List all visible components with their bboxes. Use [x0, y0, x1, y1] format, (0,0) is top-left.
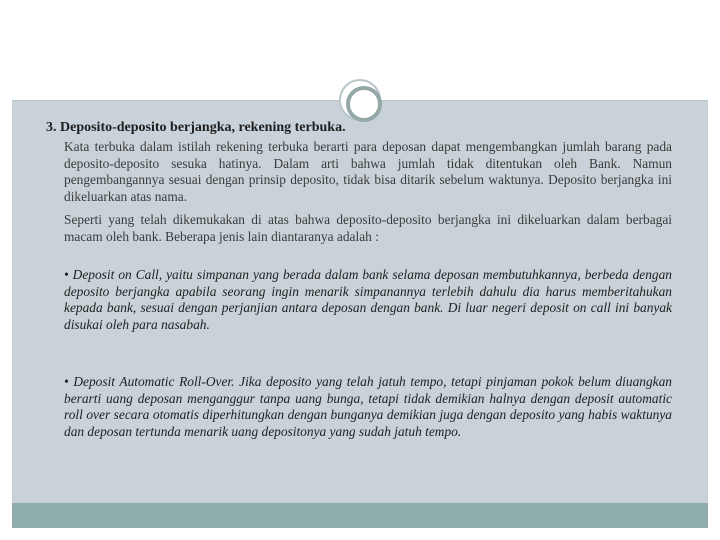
paragraph-open-account: Kata terbuka dalam istilah rekening terbuka berarti para deposan dapat mengembangkan jumlah barang pada deposito-deposito sesuka hatinya. Dalam arti bahwa jumlah tidak ditentukan oleh Bank. Namun pengembangannya sesuai dengan prinsip deposito, tidak bisa ditarik sebelum waktunya. Deposito berjangka ini dikeluarkan atas nama.	[64, 139, 672, 204]
circle-ornament-icon	[339, 79, 381, 121]
paragraph-other-types: Seperti yang telah dikemukakan di atas bahwa deposito-deposito berjangka ini dikeluarkan dalam berbagai macam oleh bank. Beberapa jenis lain diantaranya adalah :	[64, 212, 672, 244]
bullet-automatic-roll-over: • Deposit Automatic Roll-Over. Jika deposito yang telah jatuh tempo, tetapi pinjaman pokok belum diuangkan berarti uang deposan menganggur tanpa uang bunga, tetapi tidak demikian halnya dengan deposit automatic roll over secara otomatis diperhitungkan dengan bunganya demikian juga dengan deposito yang habis waktunya dan deposan tertunda menarik uang depositonya yang sudah jatuh tempo.	[64, 374, 672, 439]
section-heading: 3. Deposito-deposito berjangka, rekening terbuka.	[46, 120, 346, 135]
slide-footer-bar	[12, 503, 708, 528]
bullet-deposit-on-call: • Deposit on Call, yaitu simpanan yang berada dalam bank selama deposan membutuhkannya, berbeda dengan deposito berjangka apabila seorang ingin menarik simpanannya terlebih dahulu dia harus memberitahukan kepada bank, sesuai dengan perjanjian antara deposan dengan bank. Di luar negeri deposit on call ini banyak disukai oleh para nasabah.	[64, 267, 672, 332]
